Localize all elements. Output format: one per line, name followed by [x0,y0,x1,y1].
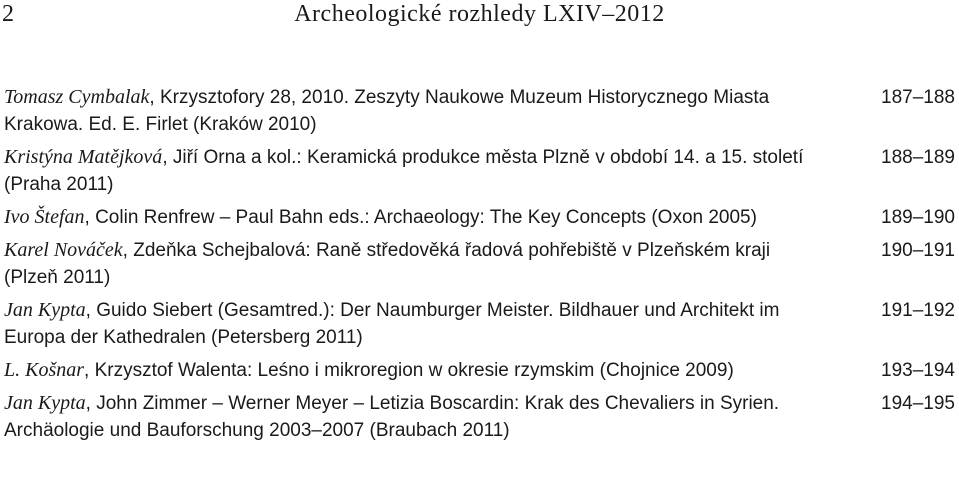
contents-entry [4,84,957,138]
entry-text [4,357,816,384]
entry-author: Kristýna Matějková [4,146,163,168]
entry-title: , Zdeňka Schejbalová: Raně středověká řadová pohřebiště v Plzeňském kraji (Plzeň 2011) [4,240,771,288]
contents-entry [4,144,957,198]
entry-pages: 193–194 [881,360,955,381]
page-number: 2 [2,1,14,27]
entry-text [4,204,816,231]
page-header [0,0,959,30]
contents-entry [4,390,957,444]
entry-title: , Jiří Orna a kol.: Keramická produkce města Plzně v období 14. a 15. století (Praha 2011) [4,147,804,195]
entry-title: , Krzysztofory 28, 2010. Zeszyty Naukowe Muzeum Historycznego Miasta Krakowa. Ed. E. Firlet (Kraków 2010) [4,87,770,135]
running-title: Archeologické rozhledy LXIV–2012 [294,1,665,27]
entry-text [4,84,816,138]
entry-author: Tomasz Cymbalak [4,86,150,108]
entry-text [4,390,816,444]
entry-pages: 188–189 [881,147,955,168]
contents-entry [4,204,957,231]
entry-title: , Colin Renfrew – Paul Bahn eds.: Archaeology: The Key Concepts (Oxon 2005) [84,207,757,228]
entry-text [4,144,816,198]
entry-text [4,297,816,351]
contents-entry [4,237,957,291]
entry-text [4,237,816,291]
entry-author: L. Košnar [4,359,85,381]
entry-author: Ivo Štefan [4,206,85,228]
entry-pages: 191–192 [881,300,955,321]
entry-pages: 190–191 [881,240,955,261]
contents-entry [4,297,957,351]
contents-list [4,84,957,450]
entry-pages: 194–195 [881,393,955,414]
contents-entry [4,357,957,384]
entry-pages: 187–188 [881,87,955,108]
entry-title: , Guido Siebert (Gesamtred.): Der Naumburger Meister. Bildhauer und Architekt im Europa der Kathedralen (Petersberg 2011) [4,300,780,348]
entry-author: Jan Kypta [4,392,86,414]
entry-author: Karel Nováček [4,239,123,261]
entry-title: , John Zimmer – Werner Meyer – Letizia Boscardin: Krak des Chevaliers in Syrien. Archäologie und Bauforschung 2003–2007 (Braubach 2011) [4,393,780,441]
entry-title: , Krzysztof Walenta: Leśno i mikroregion w okresie rzymskim (Chojnice 2009) [84,360,734,381]
entry-author: Jan Kypta [4,299,86,321]
entry-pages: 189–190 [881,207,955,228]
